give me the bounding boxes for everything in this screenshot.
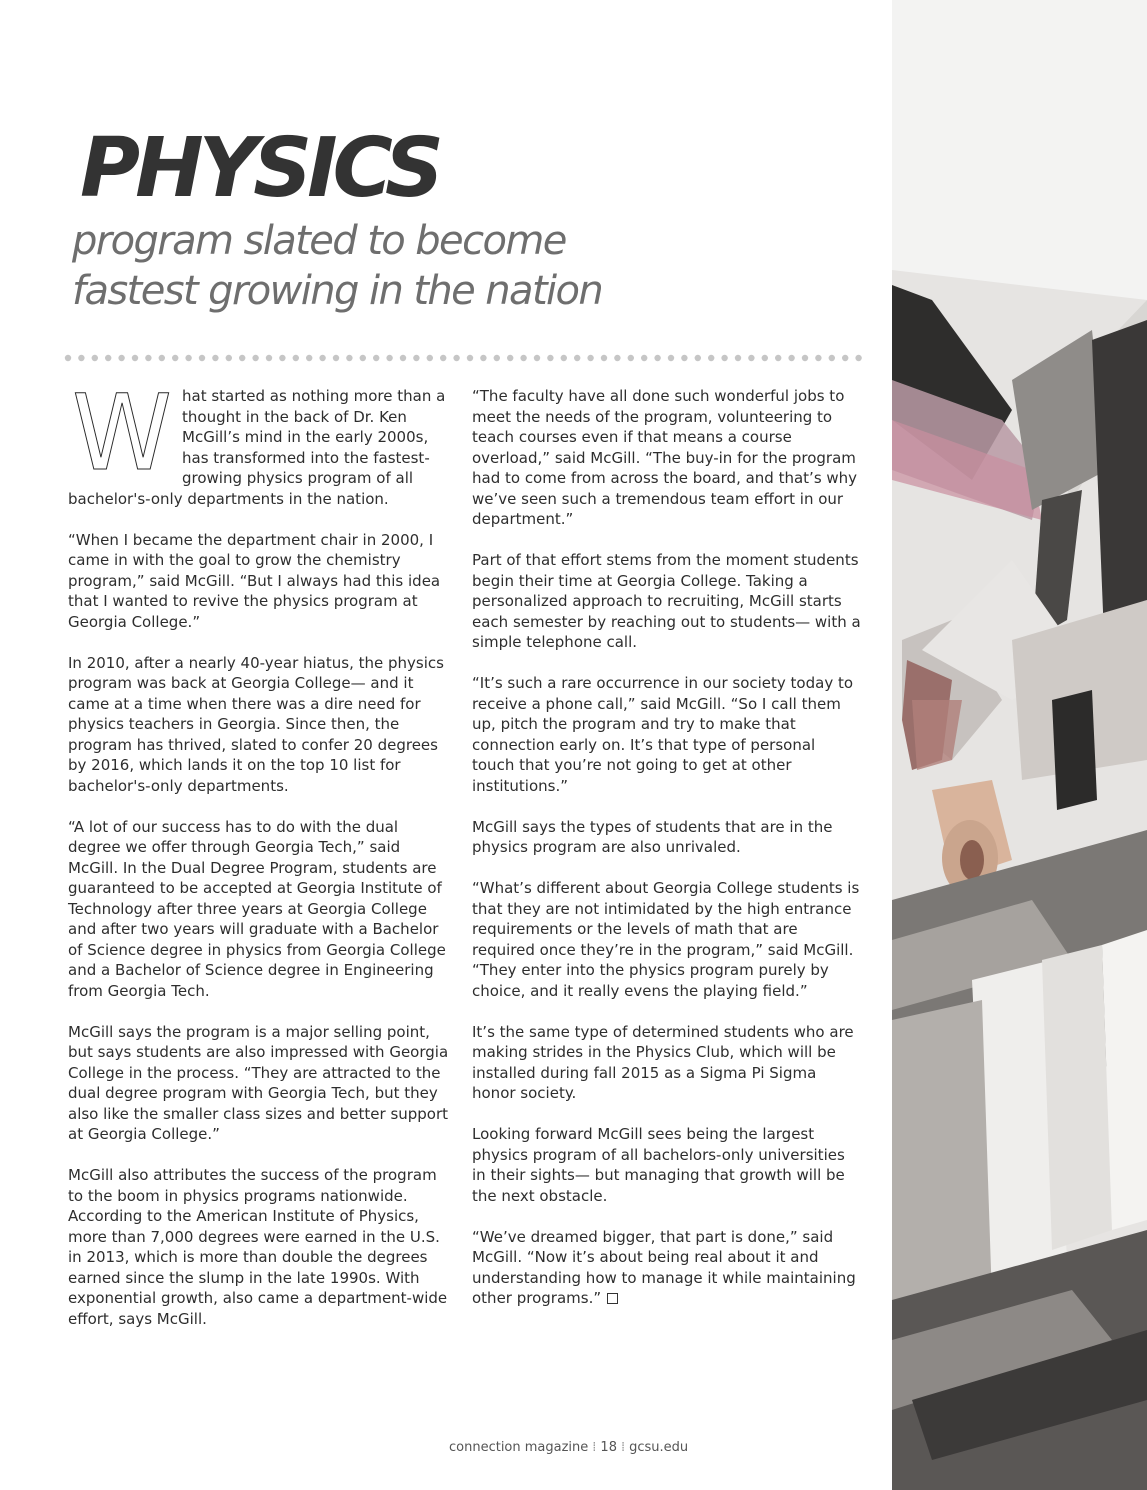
article-paragraph: It’s the same type of determined students who are making strides in the Physics Club, which will be installed during fall 2015 as a Sigma Pi Sigma honor society. xyxy=(472,1022,854,1102)
article-paragraph: In 2010, after a nearly 40-year hiatus, the physics program was back at Georgia College— and it came at a time when there was a dire need for physics teachers in Georgia. Since then, the program has thrived, slated to confer 20 degrees by 2016, which lands it on the top 10 list for bachelor's-only departments. xyxy=(68,653,444,795)
article-column-right xyxy=(472,386,862,1329)
dropcap-letter xyxy=(68,389,176,473)
headline-title: PHYSICS xyxy=(80,121,439,216)
article-paragraph: Part of that effort stems from the moment students begin their time at Georgia College. Taking a personalized approach to recruiting, McGill starts each semester by reaching out to students— with a simple telephone call. xyxy=(472,551,861,651)
physics-lab-photo xyxy=(892,0,1147,1490)
article-paragraph: McGill says the types of students that are in the physics program are also unrivaled. xyxy=(472,817,833,856)
article-paragraph: “When I became the department chair in 2000, I came in with the goal to grow the chemistry program,” said McGill. “But I always had this idea that I wanted to revive the physics program at Georgia College.” xyxy=(68,530,441,631)
article-paragraph: “The faculty have all done such wonderful jobs to meet the needs of the program, volunteering to teach courses even if that means a course overload,” said McGill. “The buy-in for the program had to come from across the board, and that’s why we’ve seen such a tremendous team effort in our department.” xyxy=(472,387,858,528)
page-footer xyxy=(449,1440,688,1455)
article-paragraph: “A lot of our success has to do with the dual degree we offer through Georgia Tech,” said McGill. In the Dual Degree Program, students are guaranteed to be accepted at Georgia Institute of Technology after three years at Georgia College and after two years will graduate with a Bachelor of Science degree in physics from Georgia College and a Bachelor of Science degree in Engineering from Georgia Tech. xyxy=(68,817,446,1000)
footer-separator: ⁞ xyxy=(592,1440,597,1455)
article-paragraph: “What’s different about Georgia College students is that they are not intimidated by the high entrance requirements or the levels of math that are required once they’re in the program,” said McGill. “They enter into the physics program purely by choice, and it really evens the playing field.” xyxy=(472,879,860,1000)
subtitle-line-2: fastest growing in the nation xyxy=(72,268,603,314)
page-number: 18 xyxy=(600,1440,617,1455)
article-column-left xyxy=(68,386,453,1350)
article-paragraph: “We’ve dreamed bigger, that part is done,” said McGill. “Now it’s about being real about it and understanding how to manage it while maintaining other programs.” xyxy=(472,1227,856,1307)
dotted-divider xyxy=(64,352,864,364)
article-paragraph: McGill says the program is a major selling point, but says students are also impressed with Georgia College in the process. “They are attracted to the dual degree program with Georgia Tech, but they also like the smaller class sizes and better support at Georgia College.” xyxy=(68,1022,449,1143)
article-paragraph: McGill also attributes the success of the program to the boom in physics programs nationwide. According to the American Institute of Physics, more than 7,000 degrees were earned in the U.S. in 2013, which is more than double the degrees earned since the slump in the late 1990s. With exponential growth, also came a department-wide effort, says McGill. xyxy=(68,1166,448,1328)
headline-subtitle xyxy=(72,216,602,316)
article-paragraph: W hat started as nothing more than a thought in the back of Dr. Ken McGill’s mind in the early 2000s, has transformed into the fastest-growing physics program of all bachelor's-only departments in the nation. xyxy=(68,386,453,509)
end-of-article-icon xyxy=(607,1293,618,1304)
subtitle-line-1: program slated to become xyxy=(72,218,566,264)
article-paragraph: Looking forward McGill sees being the largest physics program of all bachelors-only universities in their sights— but managing that growth will be the next obstacle. xyxy=(472,1125,845,1205)
photo-illustration xyxy=(892,0,1147,1490)
svg-text:W: W xyxy=(72,389,172,473)
website-link[interactable]: gcsu.edu xyxy=(629,1440,689,1455)
footer-separator: ⁞ xyxy=(620,1440,626,1455)
publication-name: connection magazine xyxy=(449,1440,589,1455)
article-paragraph: “It’s such a rare occurrence in our society today to receive a phone call,” said McGill. “So I call them up, pitch the program and try to make that connection early on. It’s that type of personal touch that you’re not going to get at other institutions.” xyxy=(472,674,854,795)
